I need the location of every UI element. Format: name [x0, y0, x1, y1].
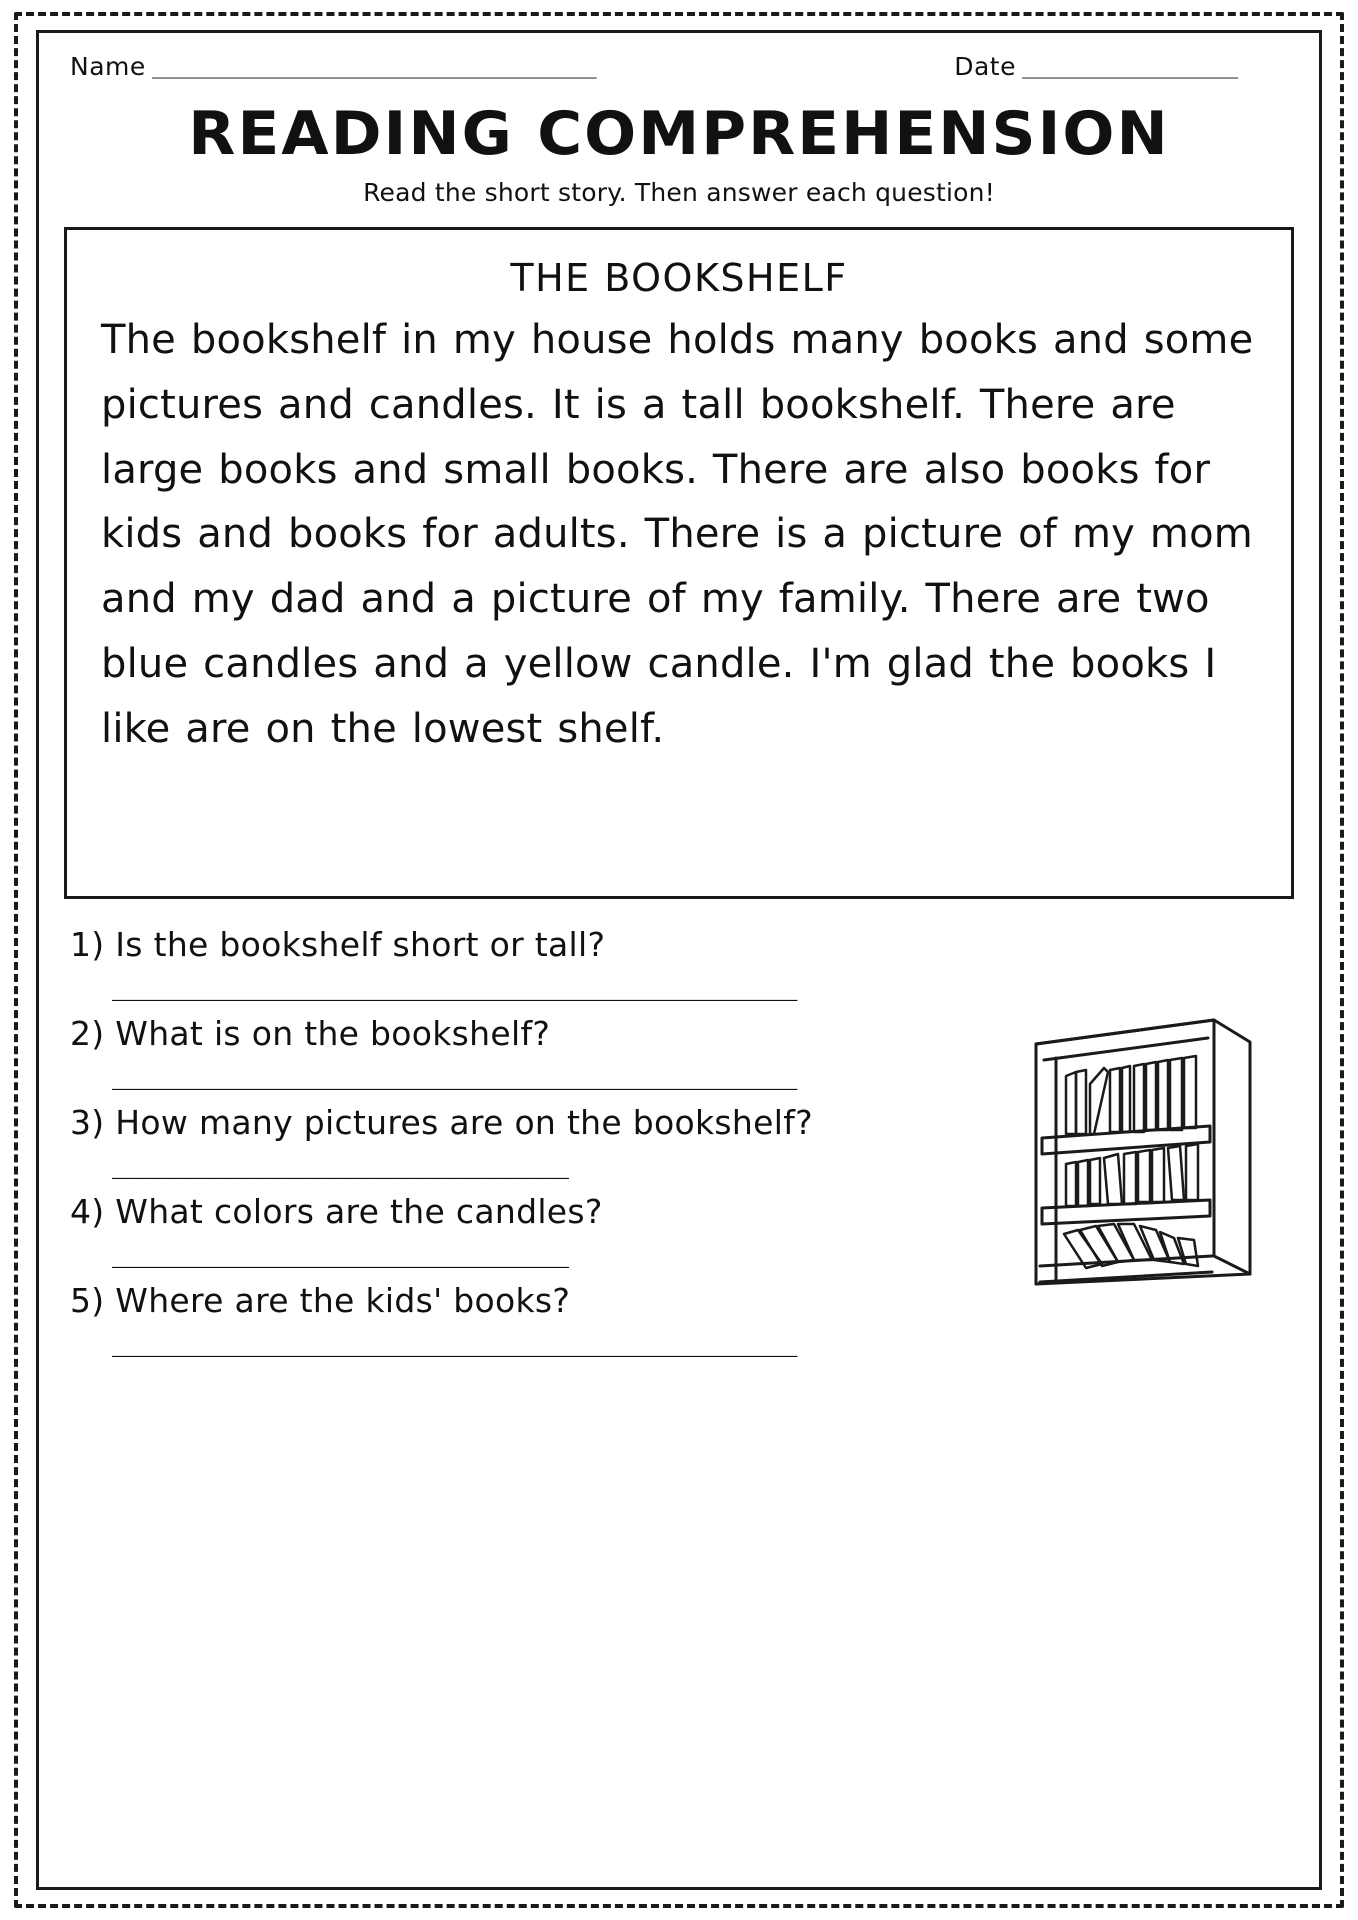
name-input-line[interactable]: _________________________________ — [151, 51, 596, 79]
question-text: 3) How many pictures are on the bookshelf? — [70, 1103, 813, 1142]
answer-line[interactable]: _______________________________________ — [112, 1059, 797, 1091]
name-label: Name — [70, 52, 146, 81]
name-date-row — [64, 52, 1294, 81]
story-box — [64, 227, 1294, 899]
page-title: READING COMPREHENSION — [188, 99, 1170, 169]
page-subtitle: Read the short story. Then answer each question! — [363, 178, 995, 207]
answer-line[interactable]: _______________________________________ — [112, 1326, 797, 1358]
story-body: The bookshelf in my house holds many books and some pictures and candles. It is a tall bookshelf. There are large books and small books. There are also books for kids and books for adults. There is a picture of my mom and my dad and a picture of my family. There are two blue candles and a yellow candle. I'm glad the books I like are on the lowest shelf. — [101, 317, 1254, 752]
question-text: 2) What is on the bookshelf? — [70, 1014, 551, 1053]
story-title: THE BOOKSHELF — [510, 256, 848, 300]
questions-list — [64, 925, 1294, 1370]
answer-line[interactable]: __________________________ — [112, 1148, 569, 1180]
bookshelf-illustration — [1018, 998, 1268, 1298]
question-text: 5) Where are the kids' books? — [70, 1281, 571, 1320]
question-text: 4) What colors are the candles? — [70, 1192, 603, 1231]
date-label: Date — [954, 52, 1016, 81]
question-text: 1) Is the bookshelf short or tall? — [70, 925, 606, 964]
page-content — [36, 30, 1322, 1890]
answer-line[interactable]: _______________________________________ — [112, 970, 797, 1002]
answer-line[interactable]: __________________________ — [112, 1237, 569, 1269]
date-input-line[interactable]: ________________ — [1022, 51, 1238, 79]
